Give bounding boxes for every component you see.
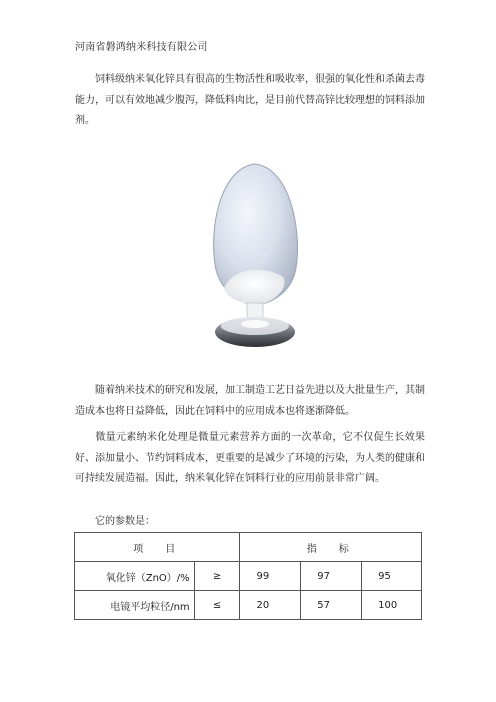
row-value: 57 bbox=[301, 591, 362, 620]
row-symbol: ≤ bbox=[194, 591, 240, 620]
row-label: 氧化锌（ZnO）/% bbox=[75, 562, 195, 591]
intro-paragraph bbox=[75, 70, 425, 132]
table-row bbox=[75, 562, 422, 591]
product-bottle-image bbox=[200, 160, 310, 355]
row-value: 99 bbox=[240, 562, 301, 591]
intro-text: 饲料级纳米氧化锌具有很高的生物活性和吸收率，很强的氧化性和杀菌去毒能力，可以有效地减少腹泻，降低料肉比，是目前代替高锌比较理想的饲料添加剂。 bbox=[75, 74, 425, 126]
development-paragraph bbox=[75, 381, 425, 422]
row-value: 97 bbox=[301, 562, 362, 591]
table-header-row bbox=[75, 533, 422, 562]
row-symbol: ≥ bbox=[194, 562, 240, 591]
row-value: 100 bbox=[362, 591, 422, 620]
row-label: 电镜平均粒径/nm bbox=[75, 591, 195, 620]
header-spec: 指 标 bbox=[240, 533, 422, 562]
revolution-text: 微量元素纳米化处理是微量元素营养方面的一次革命，它不仅促生长效果好、添加量小、节约饲料成本，更重要的是减少了环境的污染，为人类的健康和可持续发展造福。因此，纳米氧化锌在饲料行业的应用前景非常广阔。 bbox=[75, 432, 425, 484]
company-header: 河南省磐鸿纳米科技有限公司 bbox=[75, 42, 208, 53]
table-row bbox=[75, 591, 422, 620]
development-text: 随着纳米技术的研究和发展，加工制造工艺日益先进以及大批量生产，其制造成本也将日益降低，因此在饲料中的应用成本也将逐渐降低。 bbox=[75, 385, 425, 417]
revolution-paragraph bbox=[75, 428, 425, 490]
stem-foot bbox=[241, 320, 269, 328]
row-value: 95 bbox=[362, 562, 422, 591]
header-item: 项 目 bbox=[75, 533, 240, 562]
row-value: 20 bbox=[240, 591, 301, 620]
params-label: 它的参数是： bbox=[95, 516, 155, 527]
params-table bbox=[74, 532, 422, 620]
